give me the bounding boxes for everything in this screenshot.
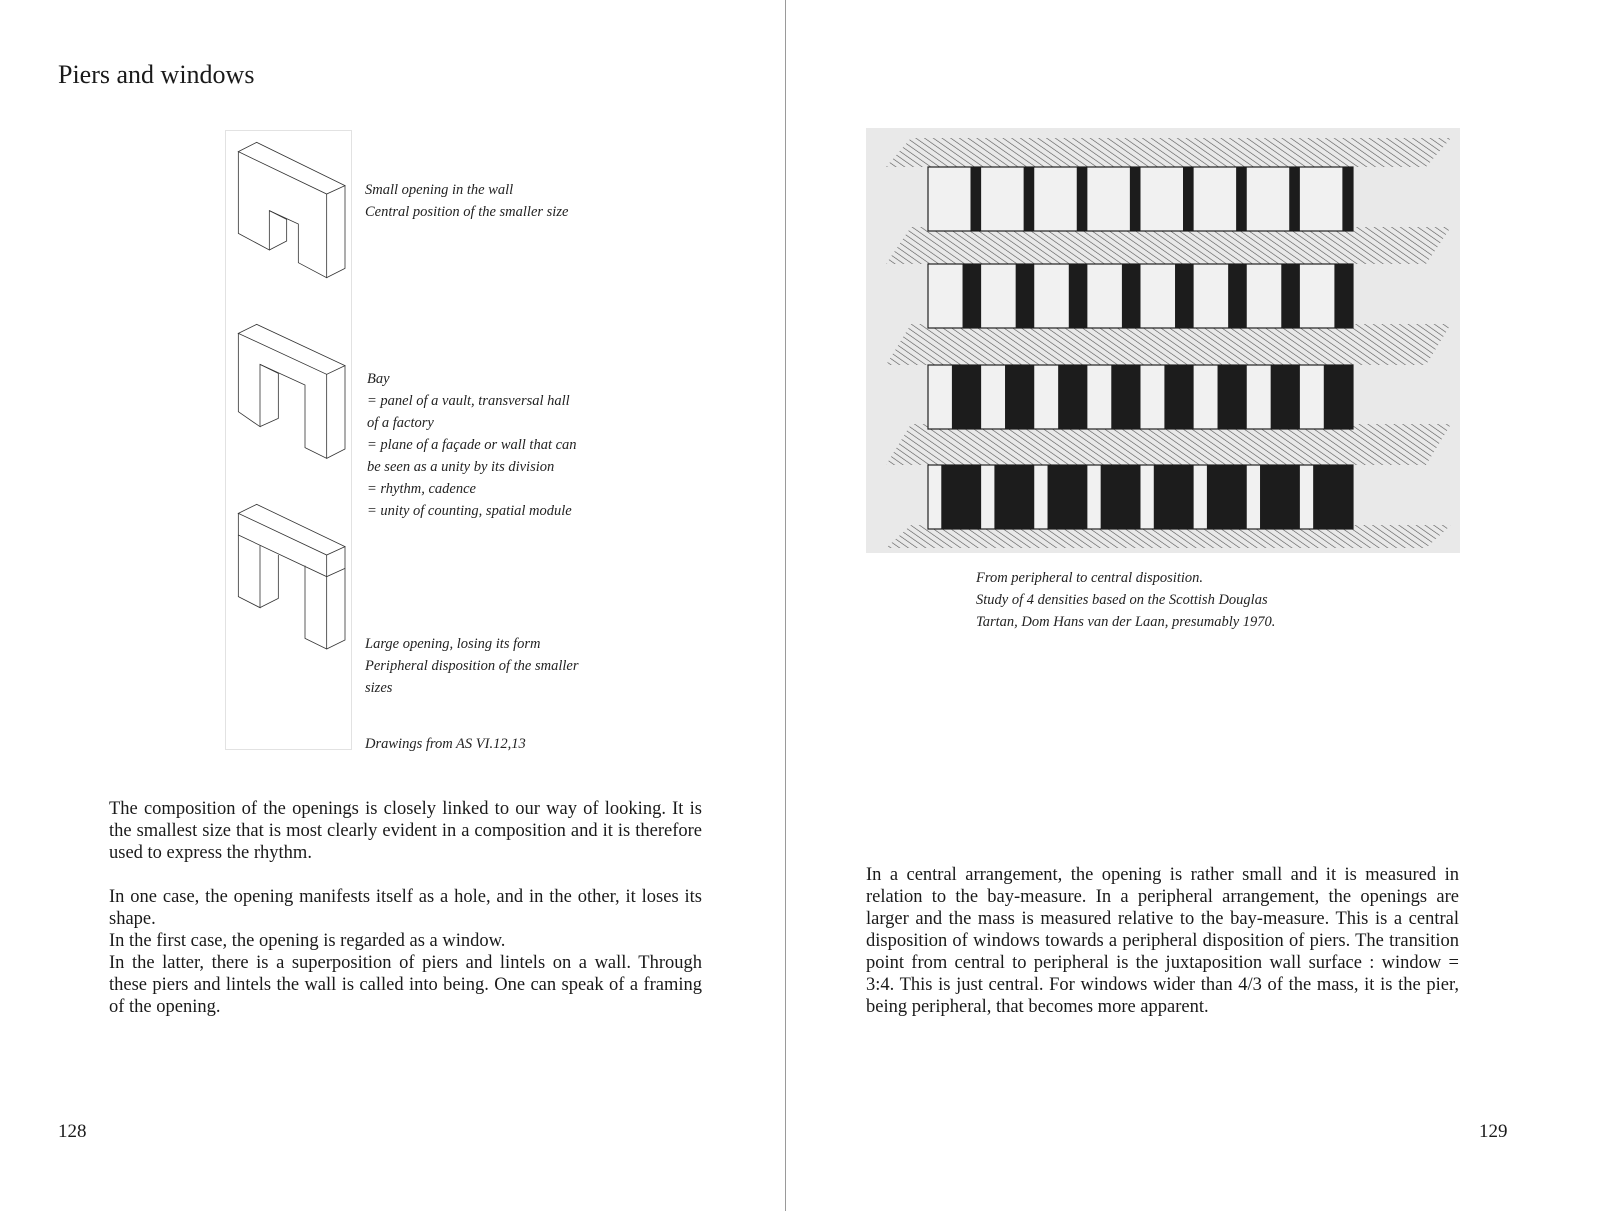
douglas-tartan-study-drawing [866, 128, 1460, 553]
caption-line: = rhythm, cadence [367, 481, 476, 497]
right-body-text [866, 864, 1459, 1018]
caption-line: Peripheral disposition of the smaller [365, 658, 579, 674]
dark-pier [1260, 465, 1300, 529]
dark-pier [1175, 264, 1194, 328]
dark-pier [1207, 465, 1247, 529]
dark-pier [1111, 365, 1140, 429]
dark-pier [1218, 365, 1247, 429]
dark-pier [1228, 264, 1247, 328]
dark-pier [1313, 465, 1353, 529]
caption-line: of a factory [367, 415, 434, 431]
small-opening-drawing [238, 142, 345, 277]
large-opening-drawing [238, 504, 345, 649]
dark-pier [1005, 365, 1034, 429]
paragraph: In the first case, the opening is regarded as a window. [109, 931, 506, 951]
caption-source: Drawings from AS VI.12,13 [365, 736, 526, 752]
caption-line: Tartan, Dom Hans van der Laan, presumably 1970. [976, 614, 1276, 630]
dark-pier [1334, 264, 1353, 328]
paragraph: The composition of the openings is closely linked to our way of looking. It is the smallest size that is most clearly evident in a composition and it is therefore used to express the rhythm. [109, 799, 702, 863]
page-title: Piers and windows [58, 60, 255, 89]
caption-bay [367, 368, 577, 522]
dark-pier [1164, 365, 1193, 429]
hatched-band [886, 227, 1451, 264]
caption-large-opening [365, 633, 578, 699]
dark-pier [1324, 365, 1353, 429]
dark-pier [1236, 167, 1247, 231]
caption-line: = unity of counting, spatial module [367, 503, 572, 519]
dark-pier [941, 465, 981, 529]
bay-drawing [238, 324, 345, 458]
caption-line: = panel of a vault, transversal hall [367, 393, 570, 409]
dark-pier [1281, 264, 1300, 328]
caption-line: be seen as a unity by its division [367, 459, 555, 475]
dark-pier [971, 167, 982, 231]
dark-pier [1077, 167, 1088, 231]
dark-pier [1101, 465, 1141, 529]
dark-pier [1016, 264, 1035, 328]
caption-line: From peripheral to central disposition. [976, 570, 1204, 586]
hatched-band [886, 138, 1451, 167]
window-row [928, 264, 1353, 328]
dark-pier [994, 465, 1034, 529]
dark-pier [1069, 264, 1088, 328]
dark-pier [1024, 167, 1035, 231]
dark-pier [1130, 167, 1141, 231]
caption-line: sizes [365, 680, 393, 696]
dark-pier [952, 365, 981, 429]
caption-small-opening [365, 179, 568, 223]
dark-pier [1154, 465, 1194, 529]
page-number-left: 128 [58, 1121, 87, 1142]
window-row [928, 465, 1353, 529]
dark-pier [1183, 167, 1194, 231]
caption-study [976, 567, 1275, 633]
hatched-band [886, 424, 1451, 465]
window-row [928, 167, 1353, 231]
dark-pier [1289, 167, 1300, 231]
paragraph: In the latter, there is a superposition of piers and lintels on a wall. Through these piers and lintels the wall is called into being. One can speak of a framing of the opening. [109, 953, 702, 1017]
dark-pier [1122, 264, 1141, 328]
paragraph: In one case, the opening manifests itself as a hole, and in the other, it loses its shape. [109, 887, 702, 929]
page-number-right: 129 [1479, 1121, 1508, 1142]
caption-line: Bay [367, 371, 390, 387]
dark-pier [963, 264, 982, 328]
dark-pier [1342, 167, 1353, 231]
dark-pier [1048, 465, 1088, 529]
caption-line: Central position of the smaller size [365, 204, 569, 220]
caption-line: Large opening, losing its form [365, 636, 541, 652]
hatched-band [886, 324, 1451, 365]
dark-pier [1058, 365, 1087, 429]
left-body-text [109, 798, 702, 1018]
caption-line: = plane of a façade or wall that can [367, 437, 577, 453]
book-gutter [785, 0, 786, 1211]
caption-line: Study of 4 densities based on the Scottish Douglas [976, 592, 1268, 608]
dark-pier [1271, 365, 1300, 429]
window-row [928, 365, 1353, 429]
paragraph: In a central arrangement, the opening is rather small and it is measured in relation to the bay-measure. In a peripheral arrangement, the openings are larger and the mass is measured relative to the bay-measure. This is a central disposition of windows towards a peripheral disposition of piers. The transition point from central to peripheral is the juxtaposition wall surface : window = 3:4. This is just central. For windows wider than 4/3 of the mass, it is the pier, being peripheral, that becomes more apparent. [866, 865, 1459, 1017]
caption-line: Small opening in the wall [365, 182, 514, 198]
